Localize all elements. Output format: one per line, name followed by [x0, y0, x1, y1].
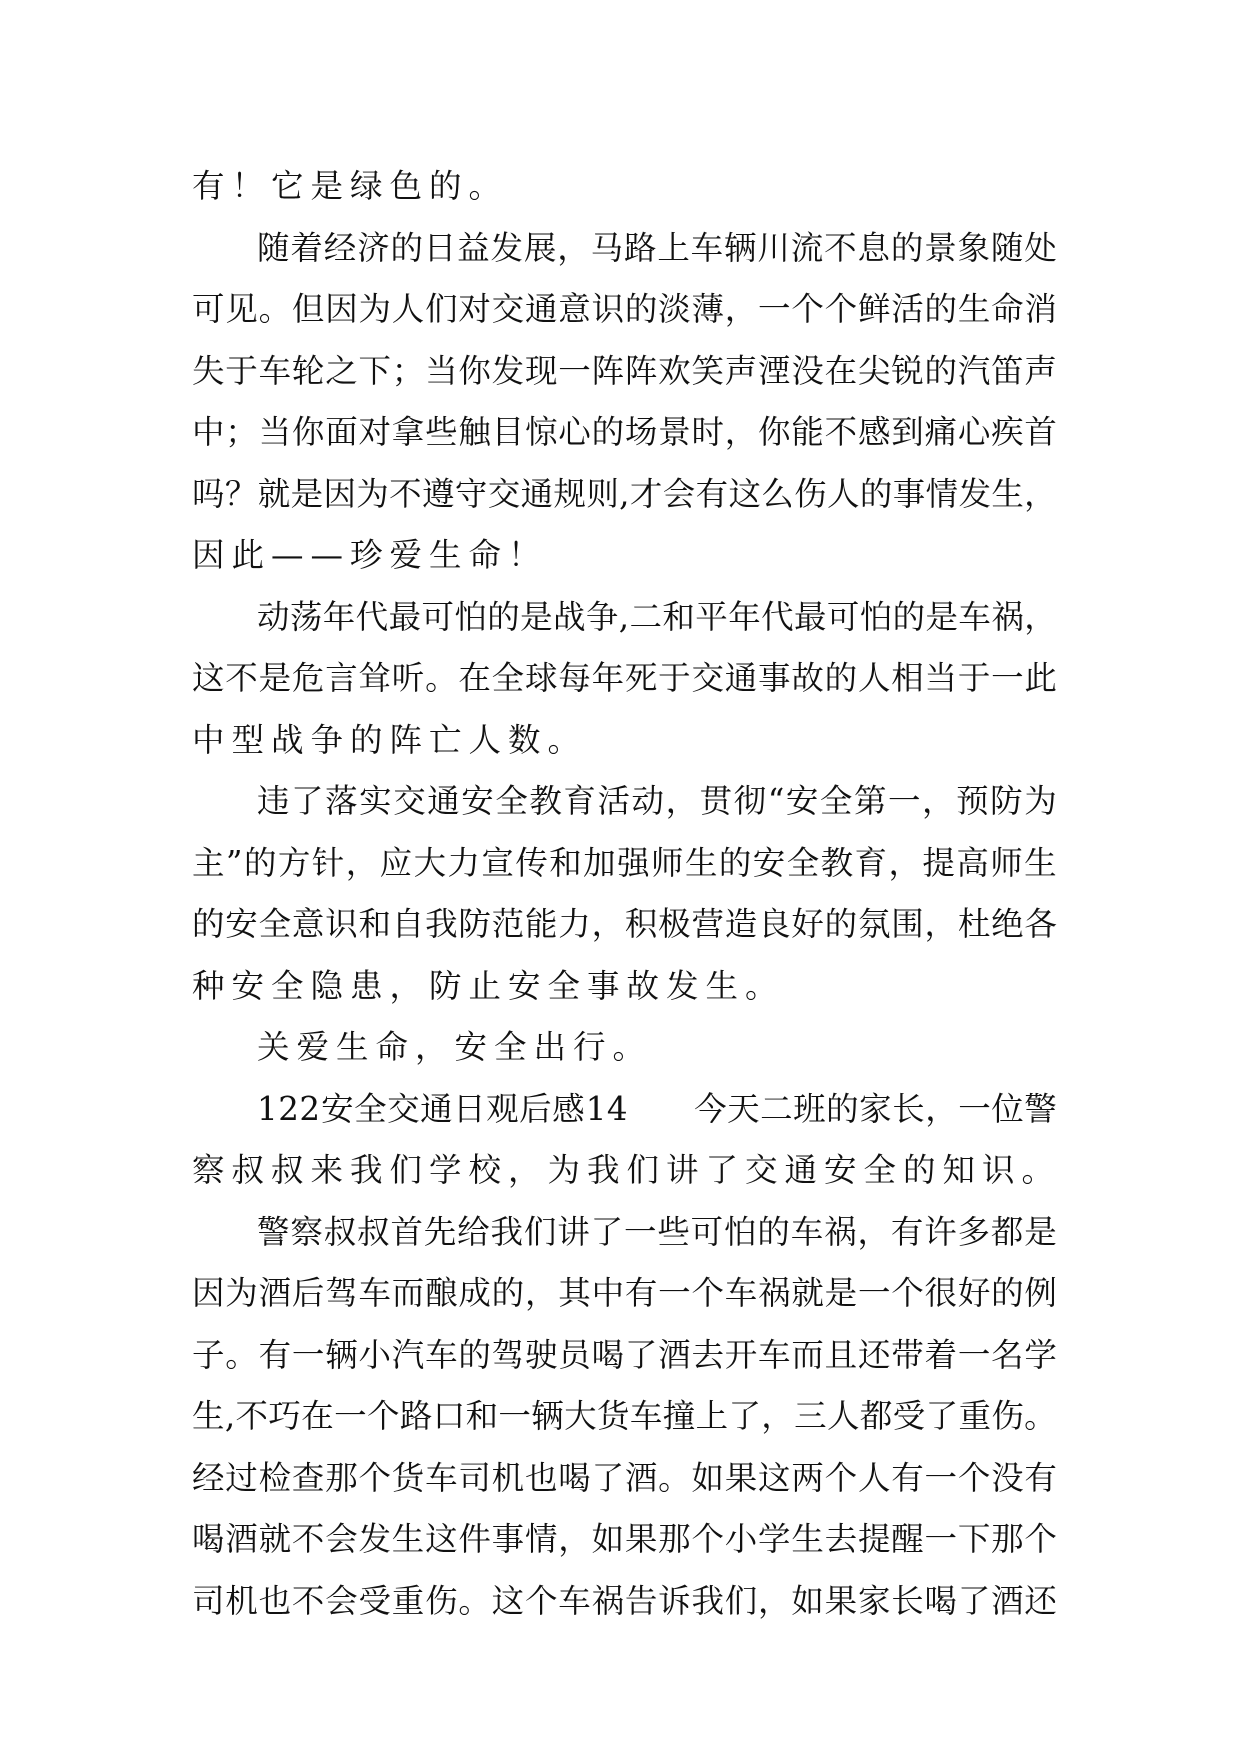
body-text	[192, 156, 1062, 1632]
text-line: 可 见 。 但 因 为 人 们 对 交 通 意 识 的 淡 薄 ， 一 个 个 鲜 活 的 生 命 消	[192, 290, 1057, 328]
text-line: 察叔叔来我们学校，为我们讲了交通安全的知识。	[192, 1151, 1062, 1189]
text-line: 1 2 2 安 全 交 通 日 观 后 感 1 4 今 天 二 班 的 家 长 ， 一 位 警	[257, 1089, 1057, 1128]
text-line: 随 着 经 济 的 日 益 发 展 ， 马 路 上 车 辆 川 流 不 息 的 景 象 随 处	[257, 228, 1057, 267]
text-line: 的 安 全 意 识 和 自 我 防 范 能 力 ， 积 极 营 造 良 好 的 氛 围 ， 杜 绝 各	[192, 905, 1057, 943]
text-line: 中 ； 当 你 面 对 拿 些 触 目 惊 心 的 场 景 时 ， 你 能 不 感 到 痛 心 疾 首	[192, 413, 1057, 451]
text-line: 动 荡 年 代 最 可 怕 的 是 战 争 , 二 和 平 年 代 最 可 怕 的 是 车 祸 ，	[257, 597, 1057, 636]
text-line: 有！它是绿色的。	[192, 167, 509, 205]
text-line: 经 过 检 查 那 个 货 车 司 机 也 喝 了 酒 。 如 果 这 两 个 人 有 一 个 没 有	[192, 1458, 1057, 1497]
text-line: 这 不 是 危 言 耸 听 。 在 全 球 每 年 死 于 交 通 事 故 的 人 相 当 于 一 此	[192, 659, 1057, 697]
text-line: 因 为 酒 后 驾 车 而 酿 成 的 ， 其 中 有 一 个 车 祸 就 是 一 个 很 好 的 例	[192, 1274, 1057, 1312]
text-line: 生 , 不 巧 在 一 个 路 口 和 一 辆 大 货 车 撞 上 了 ， 三 人 都 受 了 重 伤 。	[192, 1397, 1057, 1435]
text-line: 吗 ？ 就 是 因 为 不 遵 守 交 通 规 则 , 才 会 有 这 么 伤 人 的 事 情 发 生 ，	[192, 474, 1057, 513]
text-line: 喝 酒 就 不 会 发 生 这 件 事 情 ， 如 果 那 个 小 学 生 去 提 醒 一 下 那 个	[192, 1520, 1057, 1558]
text-line: 警 察 叔 叔 首 先 给 我 们 讲 了 一 些 可 怕 的 车 祸 ， 有 许 多 都 是	[257, 1212, 1057, 1251]
text-line: 种安全隐患，防止安全事故发生。	[192, 966, 785, 1005]
text-line: 失 于 车 轮 之 下 ； 当 你 发 现 一 阵 阵 欢 笑 声 湮 没 在 尖 锐 的 汽 笛 声	[192, 351, 1057, 390]
text-line: 中型战争的阵亡人数。	[192, 720, 588, 759]
text-line: 违 了 落 实 交 通 安 全 教 育 活 动 ， 贯 彻 “ 安 全 第 一 ， 预 防 为	[257, 782, 1057, 820]
text-line: 因此——珍爱生命！	[192, 536, 548, 574]
text-line: 司 机 也 不 会 受 重 伤 。 这 个 车 祸 告 诉 我 们 ， 如 果 家 长 喝 了 酒 还	[192, 1581, 1057, 1620]
text-line: 子 。 有 一 辆 小 汽 车 的 驾 驶 员 喝 了 酒 去 开 车 而 且 还 带 着 一 名 学	[192, 1335, 1057, 1374]
text-line: 关爱生命，安全出行。	[257, 1028, 653, 1066]
text-line: 主 ” 的 方 针 ， 应 大 力 宣 传 和 加 强 师 生 的 安 全 教 育 ， 提 高 师 生	[192, 843, 1057, 882]
